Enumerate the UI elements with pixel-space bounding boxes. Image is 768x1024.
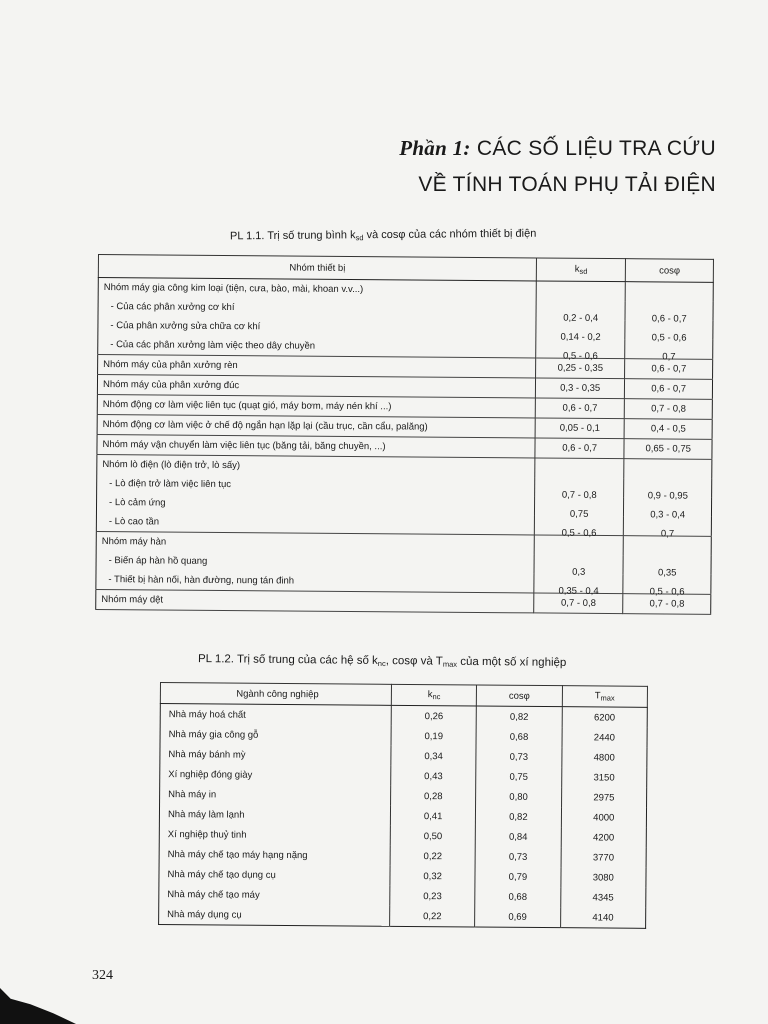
tmax-value: 3080	[592, 871, 614, 884]
ksd-text: 0,25 - 0,35	[557, 362, 604, 374]
knc-value: 0,22	[390, 846, 475, 867]
table2-body	[159, 704, 648, 929]
cosphi-text: 0,3 - 0,4	[650, 509, 686, 521]
equipment-label: - Thiết bị hàn nối, hàn đường, nung tán đinh	[96, 570, 534, 593]
knc-value: 0,19	[391, 726, 476, 747]
header-industry: Ngành công nghiệp	[160, 683, 391, 706]
cosphi-text: 0,35	[657, 567, 677, 579]
equipment-label: Nhóm lò điện (lò điện trở, lò sấy)	[97, 454, 535, 477]
tmax-value: 6200	[593, 711, 616, 724]
equipment-label: - Lò cảm ứng	[96, 493, 534, 515]
cosphi-value	[625, 301, 713, 325]
tmax-value: 4140	[592, 911, 614, 924]
cosphi-value	[624, 459, 712, 479]
ksd-text: 0,6 - 0,7	[562, 442, 598, 454]
cosphi-text: 0,7 - 0,8	[651, 403, 686, 415]
ksd-value	[535, 418, 625, 439]
tmax-value: 4800	[593, 751, 615, 764]
industry-name: Nhà máy chế tạo máy	[159, 884, 390, 906]
tmax-value: 3150	[593, 771, 615, 784]
equipment-label: - Của các phân xưởng làm việc theo dây chuyền	[98, 335, 536, 358]
equipment-label: Nhóm máy hàn	[96, 531, 534, 554]
equipment-label: - Của phân xưởng sửa chữa cơ khí	[98, 316, 536, 338]
ksd-text: 0,35 - 0,4	[558, 585, 599, 597]
industry-coefficient-table	[158, 682, 648, 929]
cosphi-value	[624, 439, 712, 460]
equipment-label: Nhóm động cơ làm việc liên tục (quạt gió, máy bơm, máy nén khí ...)	[97, 394, 535, 417]
cosphi-text: 0,7 - 0,8	[649, 598, 685, 610]
cosphi-value	[625, 379, 713, 400]
ksd-value	[535, 438, 625, 459]
ksd-value	[536, 300, 626, 324]
header-ksd	[536, 258, 626, 282]
knc-value: 0,28	[391, 786, 476, 807]
part-title-line-1: CÁC SỐ LIỆU TRA CỨU	[476, 137, 716, 160]
ksd-value	[535, 458, 625, 478]
industry-name: Nhà máy làm lạnh	[159, 804, 390, 826]
tmax-value: 4000	[593, 811, 615, 824]
table1-caption-pre: PL 1.1. Trị số trung bình k	[229, 229, 356, 243]
part-heading-line-1	[399, 136, 716, 161]
scan-corner-mark	[0, 988, 76, 1024]
table1-caption-sub: sd	[355, 233, 364, 243]
ksd-text: 0,3	[572, 566, 586, 578]
header-tmax-sub: max	[600, 693, 615, 703]
header-tmax-main: T	[594, 690, 601, 702]
header-cosphi-2: cosφ	[477, 685, 563, 707]
cosphi-text: 0,5 - 0,6	[649, 586, 685, 598]
tmax-value: 2440	[593, 731, 615, 744]
ksd-value	[535, 398, 625, 419]
equipment-label: - Biến áp hàn hồ quang	[96, 551, 534, 573]
knc-value: 0,26	[391, 705, 476, 726]
equipment-label: - Lò điện trở làm việc liên tục	[97, 474, 535, 496]
cosphi-text: 0,7	[660, 528, 675, 540]
cosphi-value: 0,73	[475, 846, 560, 867]
cosphi-text: 0,5 - 0,6	[651, 332, 687, 344]
table2-caption-post: của một số xí nghiệp	[456, 655, 567, 669]
ksd-text: 0,3 - 0,35	[560, 382, 601, 394]
cosphi-value: 0,75	[476, 766, 561, 787]
equipment-label: Nhóm máy của phân xưởng đúc	[97, 375, 535, 398]
table2-caption	[198, 653, 566, 670]
header-knc	[391, 684, 476, 706]
table-row	[159, 904, 646, 928]
cosphi-value	[625, 399, 713, 420]
cosphi-value	[624, 419, 712, 440]
table-row	[96, 589, 711, 614]
ksd-text: 0,05 - 0,1	[559, 422, 600, 434]
ksd-value	[535, 477, 625, 501]
equipment-group-table	[95, 254, 714, 615]
cosphi-value: 0,82	[476, 806, 561, 827]
industry-name: Nhà máy in	[160, 784, 391, 806]
cosphi-value	[623, 555, 711, 579]
cosphi-text: 0,9 - 0,95	[647, 490, 688, 502]
industry-name: Nhà máy hoá chất	[160, 704, 391, 726]
equipment-label: Nhóm máy vận chuyển làm việc liên tục (băng tải, băng chuyền, ...)	[97, 434, 535, 457]
cosphi-text: 0,6 - 0,7	[651, 363, 687, 375]
part-label: Phần 1:	[399, 136, 471, 160]
tmax-value: 3770	[592, 851, 615, 864]
ksd-value	[534, 554, 624, 578]
cosphi-value: 0,82	[476, 706, 562, 727]
ksd-text: 0,7 - 0,8	[561, 489, 597, 501]
header-knc-main: k	[427, 689, 433, 701]
cosphi-value: 0,68	[475, 886, 560, 907]
tmax-value: 2975	[593, 791, 615, 804]
cosphi-value	[626, 282, 714, 302]
knc-value: 0,43	[391, 766, 476, 787]
ksd-text: 0,75	[569, 508, 589, 520]
cosphi-value	[624, 478, 712, 502]
table1-body	[96, 278, 714, 615]
industry-name: Nhà máy dụng cụ	[159, 904, 390, 926]
cosphi-value: 0,73	[476, 746, 561, 767]
ksd-text: 0,7 - 0,8	[560, 597, 596, 609]
equipment-label: Nhóm động cơ làm việc ở chế độ ngắn hạn lặp lại (cầu trục, cần cẩu, palăng)	[97, 414, 535, 437]
knc-value: 0,22	[390, 906, 475, 927]
knc-value: 0,23	[390, 886, 475, 907]
header-knc-sub: nc	[432, 692, 441, 702]
table2-caption-sub1: nc	[377, 658, 386, 669]
header-equipment-group: Nhóm thiết bị	[98, 255, 536, 281]
equipment-label: - Của các phân xưởng cơ khí	[98, 297, 536, 319]
table2-caption-sub2: max	[442, 659, 458, 669]
equipment-label: Nhóm máy của phân xưởng rèn	[98, 355, 536, 378]
ksd-value	[535, 378, 625, 399]
tmax-value: 4200	[592, 831, 615, 844]
page-number: 324	[92, 968, 113, 983]
equipment-label: Nhóm máy dệt	[96, 589, 534, 612]
header-ksd-main: k	[574, 263, 580, 275]
cosphi-value: 0,69	[475, 906, 561, 927]
knc-value: 0,50	[390, 826, 475, 847]
knc-value: 0,32	[390, 866, 475, 887]
cosphi-value: 0,84	[475, 826, 560, 847]
part-title-line-2: VỀ TÍNH TOÁN PHỤ TẢI ĐIỆN	[418, 173, 716, 196]
industry-name: Nhà máy gia công gỗ	[160, 724, 391, 746]
tmax-value: 4345	[592, 891, 614, 904]
cosphi-text: 0,6 - 0,7	[651, 383, 687, 395]
header-tmax	[562, 686, 648, 708]
equipment-label: Nhóm máy gia công kim loại (tiện, cưa, bào, mài, khoan v.v...)	[98, 278, 536, 301]
ksd-text: 0,14 - 0,2	[560, 331, 601, 343]
industry-name: Nhà máy chế tạo máy hạng nặng	[159, 844, 390, 866]
table2-caption-pre: PL 1.2. Trị số trung của các hệ số k	[197, 653, 378, 667]
table2-caption-mid: , cosφ và T	[385, 655, 443, 668]
table1-caption	[230, 228, 536, 244]
knc-value: 0,34	[391, 746, 476, 767]
cosphi-value: 0,79	[475, 866, 560, 887]
equipment-label: - Lò cao tần	[96, 512, 534, 535]
cosphi-text: 0,4 - 0,5	[650, 423, 686, 435]
ksd-text: 0,6 - 0,7	[562, 402, 598, 414]
ksd-text: 0,5 - 0,6	[561, 527, 597, 539]
cosphi-text: 0,7	[662, 351, 676, 363]
ksd-text: 0,2 - 0,4	[563, 312, 599, 324]
ksd-value	[536, 281, 626, 301]
cosphi-value: 0,80	[476, 786, 561, 807]
header-ksd-sub: sd	[579, 266, 588, 276]
header-cosphi: cosφ	[626, 259, 714, 283]
industry-name: Nhà máy chế tạo dụng cụ	[159, 864, 390, 886]
cosphi-text: 0,6 - 0,7	[651, 313, 687, 325]
cosphi-text: 0,65 - 0,75	[645, 443, 691, 455]
industry-name: Nhà máy bánh mỳ	[160, 744, 391, 766]
industry-name: Xí nghiệp thuỷ tinh	[159, 824, 390, 846]
industry-name: Xí nghiệp đóng giày	[160, 764, 391, 786]
ksd-text: 0,5 - 0,6	[562, 350, 598, 362]
knc-value: 0,41	[390, 806, 475, 827]
cosphi-value: 0,68	[476, 726, 561, 747]
table1-caption-post: và cosφ của các nhóm thiết bị điện	[363, 227, 537, 242]
